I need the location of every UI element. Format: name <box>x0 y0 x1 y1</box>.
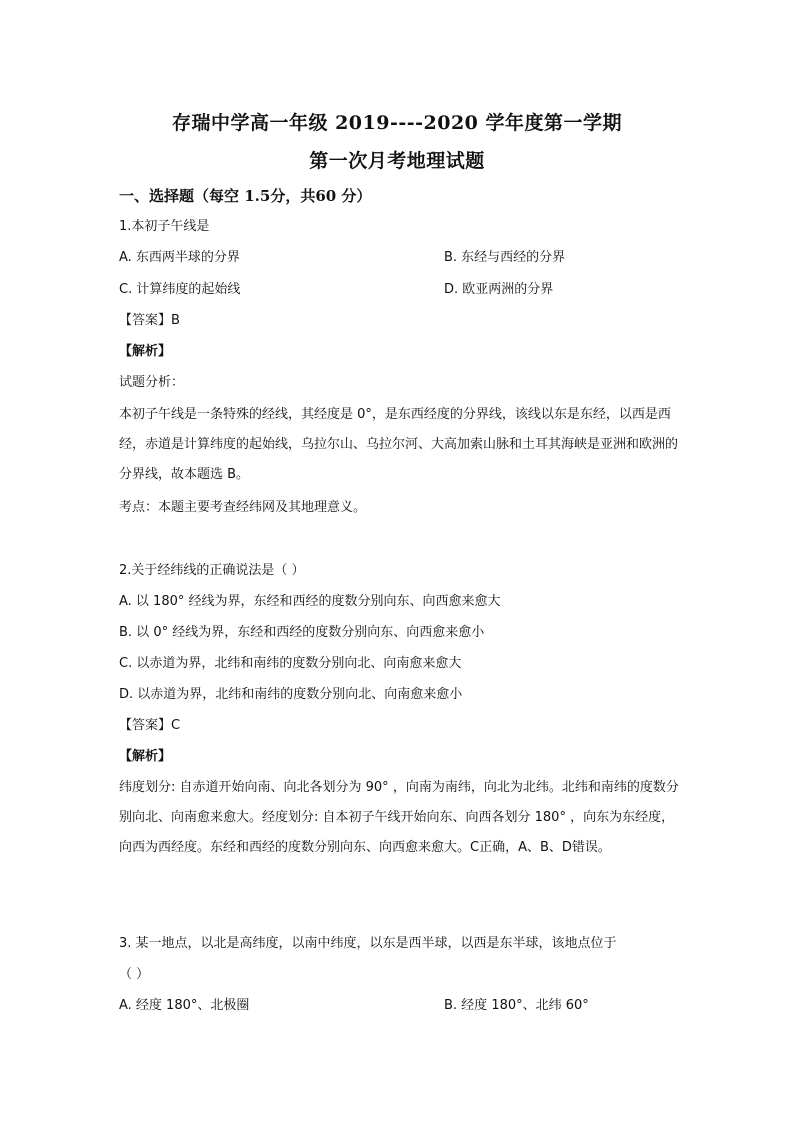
question-2-stem: 2.关于经纬线的正确说法是（ ） <box>119 563 305 578</box>
question-1-option-c: C. 计算纬度的起始线 <box>119 282 241 297</box>
question-2-option-b: B. 以 0° 经线为界，东经和西经的度数分别向东、向西愈来愈小 <box>119 625 485 640</box>
question-1-answer: 【答案】B <box>119 313 180 328</box>
question-2-analysis-body: 纬度划分: 自赤道开始向南、向北各划分为 90° ，向南为南纬，向北为北纬。北纬和南纬的度数分别向北、向南愈来愈大。经度划分: 自本初子午线开始向东、向西各划分 180° ，向东为东经度，向西为西经度。东经和西经的度数分别向东、向西愈来愈大。C正确，A、B、D错误。 <box>119 780 679 855</box>
section-heading: 一、选择题（每空 1.5分，共60 分） <box>119 187 372 205</box>
question-3-stem-line2: （ ） <box>119 967 150 982</box>
question-1-option-a: A. 东西两半球的分界 <box>119 250 240 265</box>
question-1-analysis-label: 【解析】 <box>119 344 172 359</box>
exam-subtitle: 第一次月考地理试题 <box>309 150 485 172</box>
question-1-analysis-intro: 试题分析： <box>119 375 185 390</box>
question-2-option-a: A. 以 180° 经线为界，东经和西经的度数分别向东、向西愈来愈大 <box>119 594 501 609</box>
question-3-option-a: A. 经度 180°、北极圈 <box>119 998 250 1013</box>
question-1-option-b: B. 东经与西经的分界 <box>444 250 566 265</box>
question-1-analysis-body: 本初子午线是一条特殊的经线，其经度是 0°，是东西经度的分界线，该线以东是东经，以西是西经，赤道是计算纬度的起始线，乌拉尔山、乌拉尔河、大高加索山脉和土耳其海峡是亚洲和欧洲的分界线，故本题选 B。 <box>119 407 679 482</box>
question-2-analysis-label: 【解析】 <box>119 749 172 764</box>
question-2-option-d: D. 以赤道为界，北纬和南纬的度数分别向北、向南愈来愈小 <box>119 687 463 702</box>
question-2-answer: 【答案】C <box>119 718 181 733</box>
question-1-option-d: D. 欧亚两洲的分界 <box>444 282 554 297</box>
question-1-stem: 1.本初子午线是 <box>119 219 210 234</box>
question-1-kaodian: 考点：本题主要考查经纬网及其地理意义。 <box>119 500 367 515</box>
exam-title: 存瑞中学高一年级 2019----2020 学年度第一学期 <box>171 112 623 134</box>
question-3-stem-line1: 3. 某一地点，以北是高纬度，以南中纬度，以东是西半球，以西是东半球，该地点位于 <box>119 936 617 951</box>
question-2-option-c: C. 以赤道为界，北纬和南纬的度数分别向北、向南愈来愈大 <box>119 656 462 671</box>
question-3-option-b: B. 经度 180°、北纬 60° <box>444 998 589 1013</box>
